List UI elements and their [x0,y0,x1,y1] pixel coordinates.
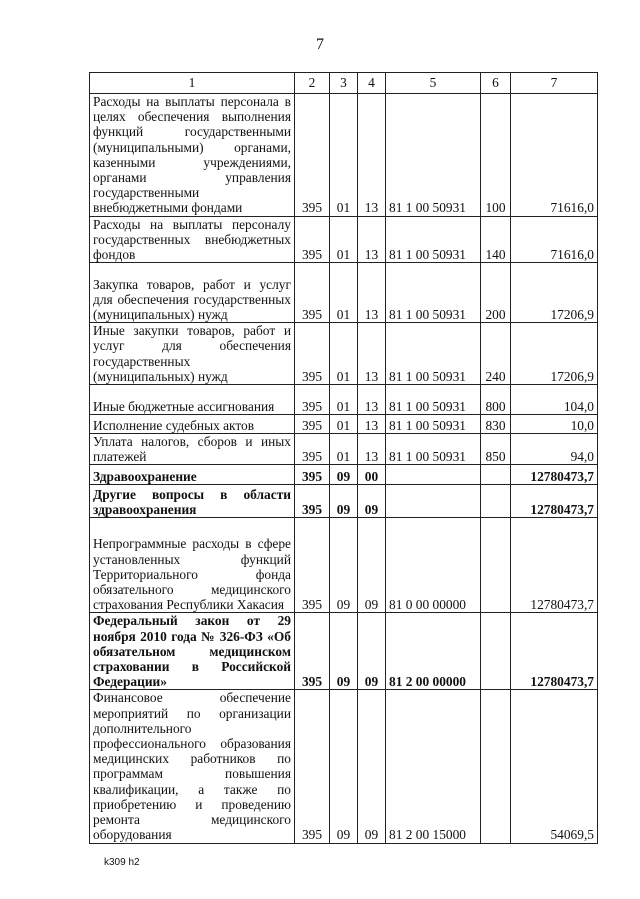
row-col-4: 13 [358,415,386,434]
row-amount: 12780473,7 [511,518,598,613]
row-col-2: 395 [295,415,330,434]
row-col-6 [481,485,511,518]
row-col-4: 09 [358,613,386,690]
row-col-5: 81 2 00 15000 [386,690,481,843]
row-col-3: 09 [330,690,358,843]
row-col-2: 395 [295,263,330,323]
row-col-6: 240 [481,323,511,385]
row-col-5: 81 1 00 50931 [386,263,481,323]
table-row [90,385,598,415]
row-amount: 17206,9 [511,323,598,385]
row-col-6: 850 [481,434,511,465]
document-code: k309 h2 [104,857,140,868]
row-amount: 12780473,7 [511,465,598,485]
row-name: Федеральный закон от 29 ноября 2010 года № 326-ФЗ «Об обязательном медицинском страховании в Российской Федерации» [90,613,295,690]
row-amount: 54069,5 [511,690,598,843]
row-amount: 71616,0 [511,94,598,217]
row-col-4: 09 [358,690,386,843]
row-col-4: 00 [358,465,386,485]
row-col-3: 09 [330,465,358,485]
row-col-6 [481,465,511,485]
row-name: Иные бюджетные ассигнования [90,385,295,415]
header-col-3: 3 [330,73,358,94]
row-col-3: 01 [330,434,358,465]
row-col-3: 01 [330,94,358,217]
row-col-3: 09 [330,518,358,613]
row-col-3: 01 [330,216,358,263]
table-row [90,518,598,613]
budget-table [89,72,598,844]
row-col-3: 01 [330,323,358,385]
table-row [90,94,598,217]
row-amount: 104,0 [511,385,598,415]
row-name: Непрограммные расходы в сфере установленных функций Территориального фонда обязательного медицинского страхования Республики Хакасия [90,518,295,613]
row-col-6 [481,690,511,843]
page-number: 7 [316,36,324,53]
row-col-5: 81 1 00 50931 [386,385,481,415]
header-col-6: 6 [481,73,511,94]
header-col-1: 1 [90,73,295,94]
row-col-6: 800 [481,385,511,415]
row-col-5 [386,465,481,485]
row-col-4: 09 [358,518,386,613]
row-col-5: 81 0 00 00000 [386,518,481,613]
row-col-5: 81 1 00 50931 [386,216,481,263]
row-col-6 [481,613,511,690]
table-row [90,690,598,843]
row-col-3: 09 [330,613,358,690]
row-name: Расходы на выплаты персонала в целях обеспечения выполнения функций государственными (муниципальными) органами, казенными учреждениями, органами управления государственными внебюджетными фондами [90,94,295,217]
row-col-4: 13 [358,216,386,263]
row-amount: 10,0 [511,415,598,434]
row-col-2: 395 [295,465,330,485]
row-col-2: 395 [295,94,330,217]
row-col-6 [481,518,511,613]
header-col-4: 4 [358,73,386,94]
row-col-2: 395 [295,323,330,385]
row-amount: 17206,9 [511,263,598,323]
row-col-5: 81 1 00 50931 [386,434,481,465]
row-col-2: 395 [295,216,330,263]
table-row [90,434,598,465]
row-col-3: 01 [330,415,358,434]
row-name: Финансовое обеспечение мероприятий по организации дополнительного профессионального образования медицинских работников по программам повышения квалификации, а также по приобретению и проведению ремонта медицинского оборудования [90,690,295,843]
row-col-6: 100 [481,94,511,217]
row-name: Закупка товаров, работ и услуг для обеспечения государственных (муниципальных) нужд [90,263,295,323]
row-name: Другие вопросы в области здравоохранения [90,485,295,518]
row-col-4: 09 [358,485,386,518]
row-name: Иные закупки товаров, работ и услуг для обеспечения государственных (муниципальных) нужд [90,323,295,385]
row-col-6: 830 [481,415,511,434]
row-name: Расходы на выплаты персоналу государственных внебюджетных фондов [90,216,295,263]
row-col-2: 395 [295,385,330,415]
row-col-2: 395 [295,690,330,843]
header-col-2: 2 [295,73,330,94]
row-col-4: 13 [358,385,386,415]
row-col-2: 395 [295,518,330,613]
row-col-2: 395 [295,613,330,690]
table-row [90,613,598,690]
table-header-row [90,73,598,94]
row-col-6: 140 [481,216,511,263]
row-amount: 12780473,7 [511,613,598,690]
table-row [90,216,598,263]
row-col-4: 13 [358,323,386,385]
header-col-5: 5 [386,73,481,94]
row-col-2: 395 [295,485,330,518]
row-amount: 71616,0 [511,216,598,263]
table-row [90,263,598,323]
row-col-5: 81 1 00 50931 [386,323,481,385]
row-col-5: 81 1 00 50931 [386,415,481,434]
row-col-2: 395 [295,434,330,465]
row-col-3: 09 [330,485,358,518]
row-amount: 94,0 [511,434,598,465]
table-row [90,465,598,485]
table-row [90,485,598,518]
row-col-4: 13 [358,434,386,465]
row-col-3: 01 [330,263,358,323]
row-col-3: 01 [330,385,358,415]
row-col-6: 200 [481,263,511,323]
row-col-5: 81 2 00 00000 [386,613,481,690]
row-amount: 12780473,7 [511,485,598,518]
row-col-4: 13 [358,94,386,217]
row-name: Исполнение судебных актов [90,415,295,434]
row-col-5: 81 1 00 50931 [386,94,481,217]
row-col-5 [386,485,481,518]
table-row [90,323,598,385]
row-col-4: 13 [358,263,386,323]
header-col-7: 7 [511,73,598,94]
row-name: Здравоохранение [90,465,295,485]
row-name: Уплата налогов, сборов и иных платежей [90,434,295,465]
table-row [90,415,598,434]
